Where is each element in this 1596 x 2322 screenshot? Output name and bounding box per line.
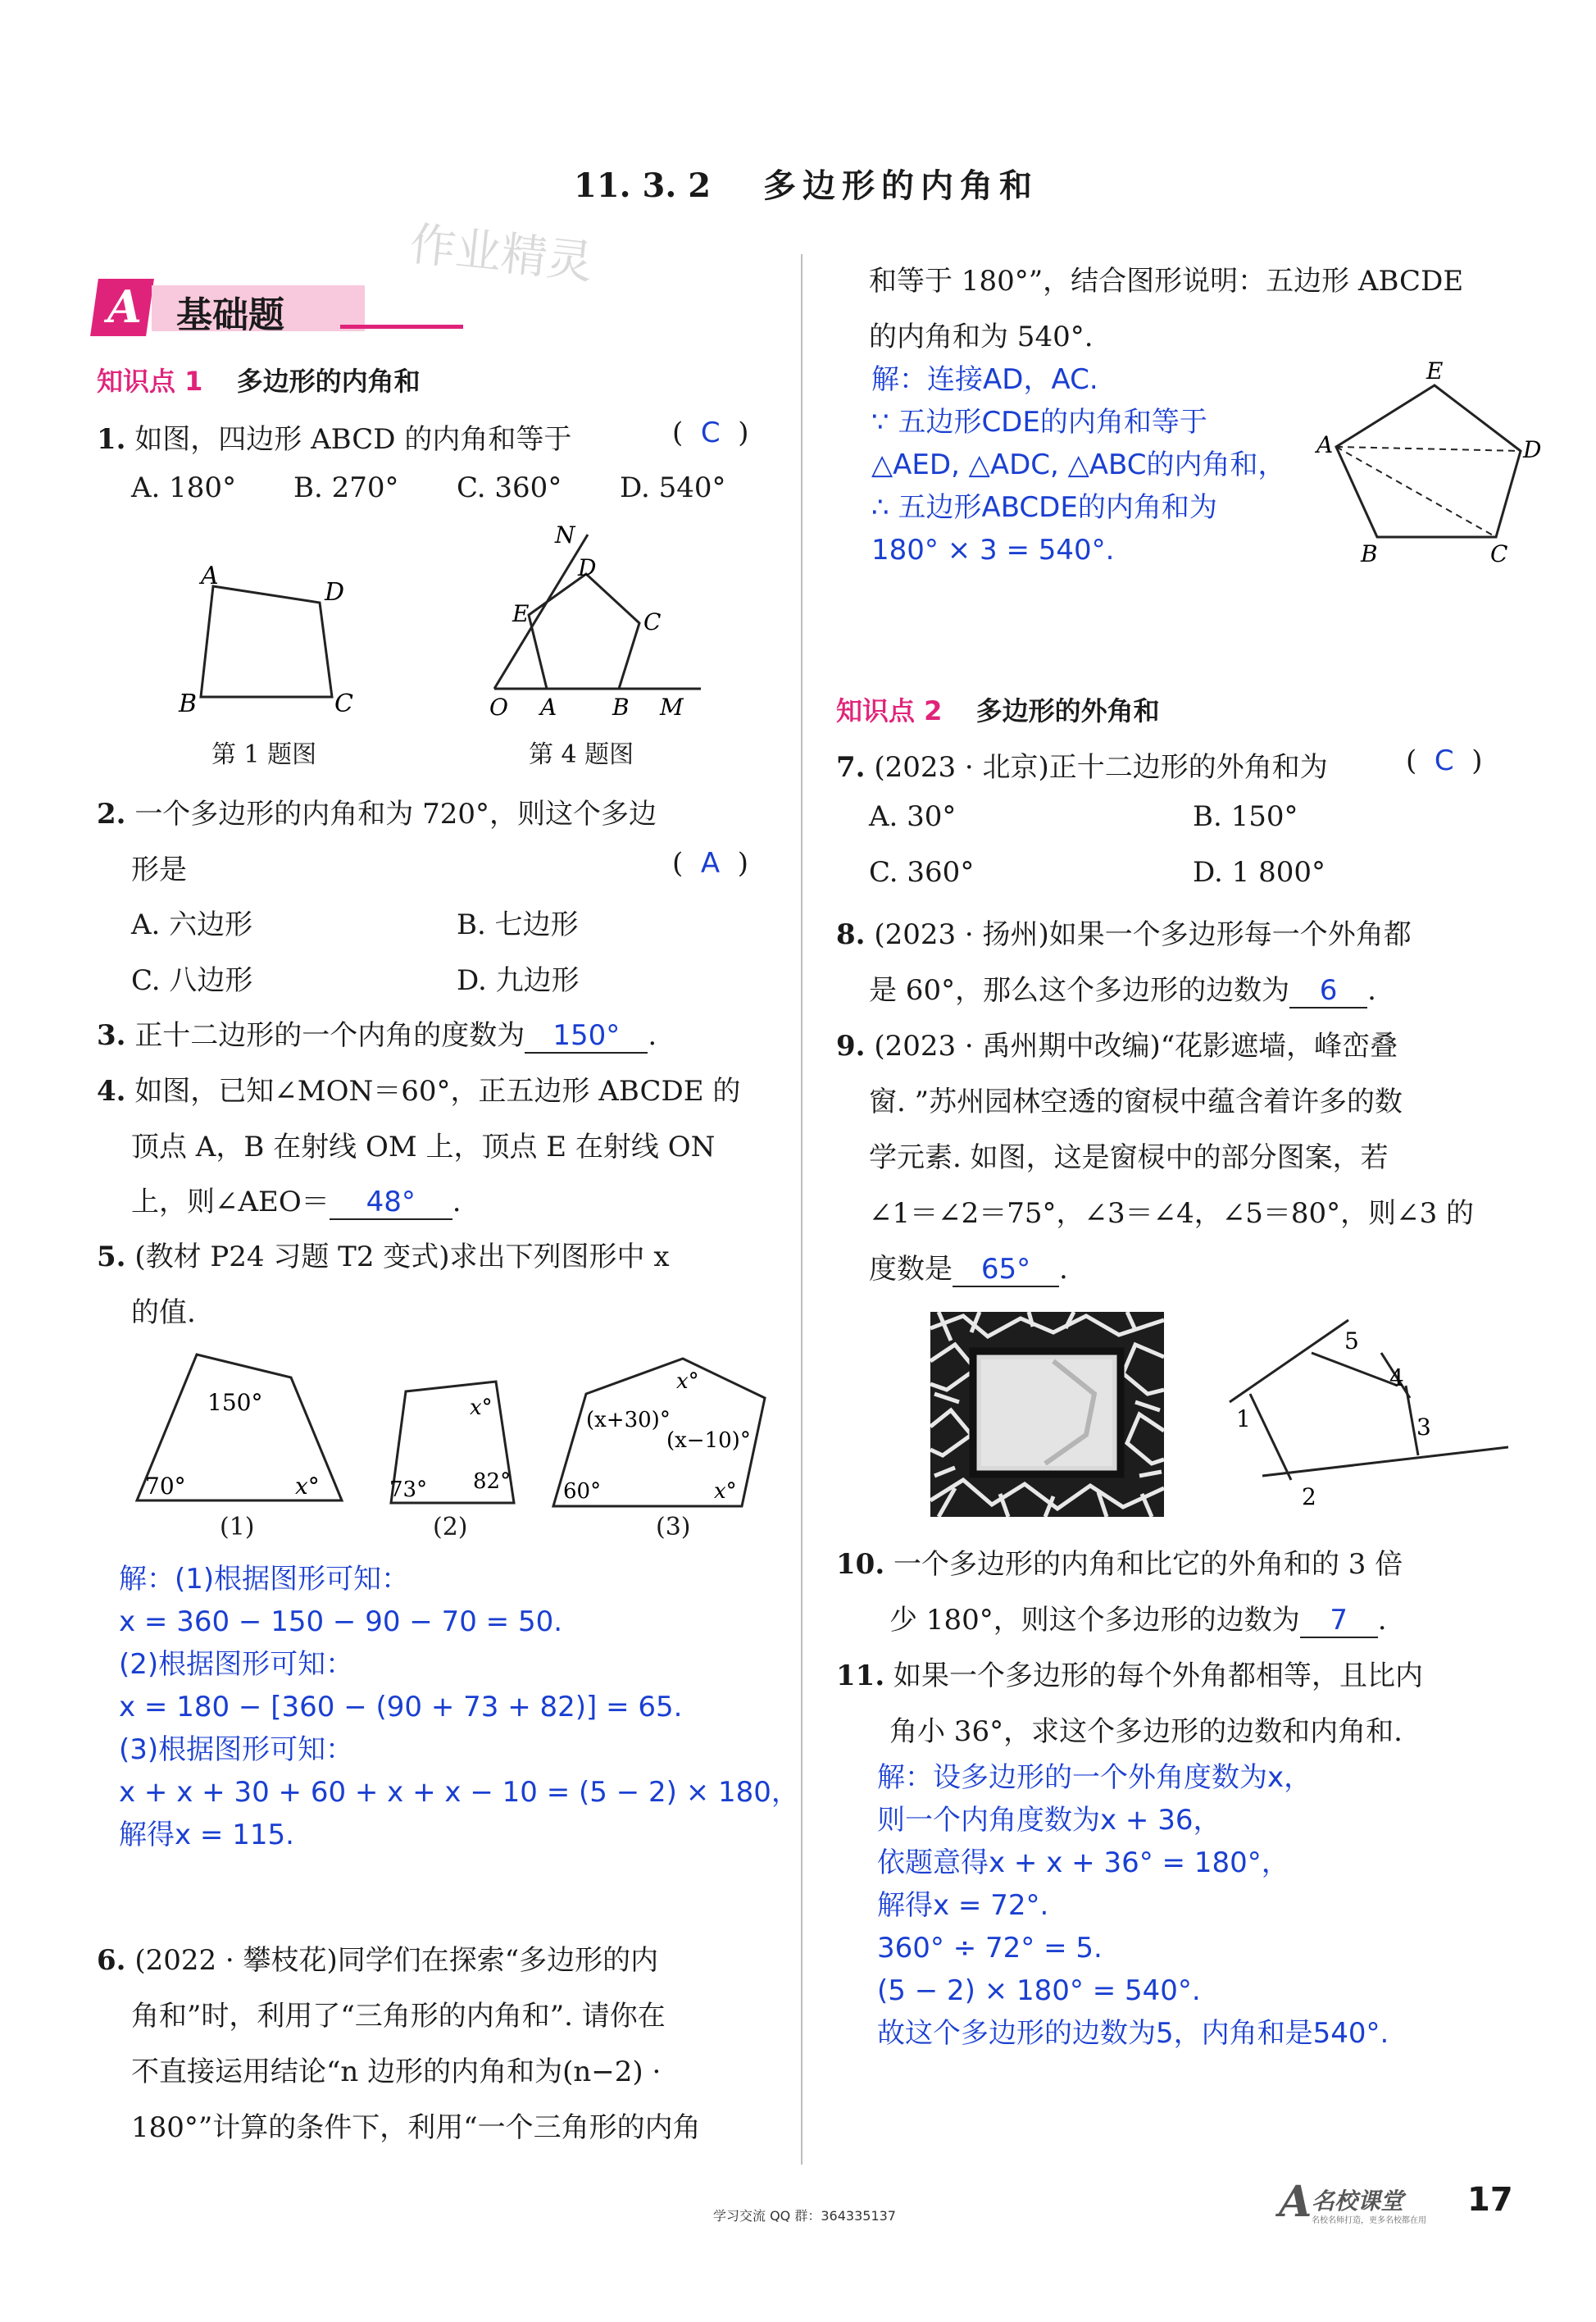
q5f1-label-x: x° — [295, 1473, 320, 1500]
q9fig-label-2: 2 — [1302, 1483, 1316, 1510]
question-6-line1 — [97, 1937, 658, 1978]
q5-solution-line: x + x + 30 + 60 + x + x − 10 = (5 − 2) × 180， — [119, 1776, 799, 1809]
footer-brand-logo — [1279, 2177, 1467, 2226]
q6-solution-line: ∴ 五边形ABCDE的内角和为 — [871, 491, 1217, 524]
q5-figure-1-caption: (1) — [220, 1513, 255, 1541]
fig1-label-b: B — [179, 690, 198, 718]
q6-line-1: (2022 · 攀枝花)同学们在探索“多边形的内 — [134, 1944, 659, 1977]
q11-solution-line: (5 − 2) × 180° = 540°. — [877, 1974, 1201, 2007]
q5f3-label-60: 60° — [563, 1479, 602, 1504]
q5-line-1: (教材 P24 习题 T2 变式)求出下列图形中 x — [134, 1241, 670, 1273]
q7-text: (2023 · 北京)正十二边形的外角和为 — [874, 751, 1328, 784]
q6-line-4: 180°”计算的条件下，利用“一个三角形的内角 — [131, 2111, 701, 2144]
q6fig-label-e: E — [1426, 361, 1444, 385]
q2-option-b: B. 七边形 — [457, 908, 579, 941]
q5f1-label-70: 70° — [145, 1473, 186, 1500]
q10-line-2-text: 少 180°，则这个多边形的边数为 — [889, 1604, 1300, 1637]
q10-number: 10. — [836, 1548, 885, 1581]
q6fig-label-d: D — [1523, 436, 1542, 463]
q9fig-label-4: 4 — [1389, 1364, 1404, 1391]
badge-label: 基础题 — [176, 294, 284, 336]
question-4-line1 — [97, 1068, 740, 1109]
fig1-label-c: C — [334, 690, 353, 718]
question-5-line1 — [97, 1234, 670, 1274]
q6-number: 6. — [97, 1944, 126, 1977]
q2-text-1: 一个多边形的内角和为 720°，则这个多边 — [134, 798, 657, 831]
q5f1-label-150: 150° — [207, 1389, 263, 1416]
q7-option-a: A. 30° — [869, 800, 957, 833]
q6-solution-line: 180° × 3 = 540°. — [871, 534, 1115, 567]
question-3: 3. 正十二边形的一个内角的度数为 150° . — [97, 1019, 657, 1052]
q7-option-b: B. 150° — [1193, 800, 1298, 833]
q9-line-5-text: 度数是 — [869, 1253, 953, 1286]
q11-solution-line: 解得x = 72°. — [877, 1889, 1049, 1922]
q11-solution-line: 360° ÷ 72° = 5. — [877, 1932, 1103, 1965]
footer-qq: 学习交流 QQ 群：364335137 — [713, 2208, 896, 2224]
q11-number: 11. — [836, 1660, 885, 1692]
level-badge — [94, 279, 373, 336]
fig4-label-e: E — [512, 600, 530, 627]
q5f3-label-x10: (x−10)° — [666, 1428, 751, 1453]
q5-figure-3 — [545, 1349, 775, 1513]
q2-option-c: C. 八边形 — [131, 964, 253, 997]
q8-line-2-text: 是 60°，那么这个多边形的边数为 — [869, 974, 1290, 1007]
q5f3-label-x30: (x+30)° — [586, 1408, 671, 1432]
q11-solution-line: 则一个内角度数为x + 36， — [877, 1804, 1221, 1837]
brand-name: 名校课堂 — [1312, 2188, 1404, 2215]
figure-4-caption: 第 4 题图 — [529, 740, 634, 769]
q4-line-3-text: 上，则∠AEO＝ — [131, 1186, 330, 1218]
figure-4-pentagon — [480, 525, 725, 726]
figure-1-quadrilateral — [164, 566, 377, 722]
q10-answer: 7 — [1300, 1604, 1378, 1638]
q2-option-a: A. 六边形 — [131, 908, 253, 941]
q1-number: 1. — [97, 423, 126, 456]
q9-line-1: (2023 · 禹州期中改编)“花影遮墙，峰峦叠 — [874, 1030, 1398, 1063]
q1-answer-paren: ( C ) — [672, 417, 749, 449]
q6-line-5: 和等于 180°”，结合图形说明：五边形 ABCDE — [869, 265, 1464, 298]
question-2-line1 — [97, 791, 657, 831]
kp2-label: 知识点 2 — [836, 695, 943, 726]
q1-option-b: B. 270° — [293, 471, 399, 504]
q6-line-6: 的内角和为 540°. — [869, 321, 1094, 353]
q6fig-label-c: C — [1490, 540, 1508, 566]
fig4-label-c: C — [643, 608, 662, 635]
q7-answer-paren: ( C ) — [1406, 744, 1483, 777]
q5-line-2: 的值. — [131, 1296, 196, 1329]
section-number: 11. 3. 2 — [574, 166, 712, 205]
q6-solution — [871, 358, 1286, 571]
fig4-label-o: O — [489, 694, 508, 721]
q2-answer-paren: ( A ) — [672, 847, 749, 880]
question-7 — [836, 744, 1328, 785]
q9-line-2: 窗. ”苏州园林空透的窗棂中蕴含着许多的数 — [869, 1086, 1403, 1118]
q5-figure-3-caption: (3) — [656, 1513, 691, 1541]
q5f2-label-82: 82° — [473, 1469, 512, 1494]
q5-figure-2 — [381, 1373, 529, 1513]
q5f2-label-73: 73° — [389, 1477, 428, 1502]
watermark: 作业精灵 — [407, 217, 596, 290]
q11-line-2: 角小 36°，求这个多边形的边数和内角和. — [889, 1715, 1403, 1748]
q4-line-2: 顶点 A，B 在射线 OM 上，顶点 E 在射线 ON — [131, 1131, 716, 1163]
knowledge-point-1 — [97, 361, 421, 398]
q9-line-3: 学元素. 如图，这是窗棂中的部分图案，若 — [869, 1141, 1389, 1174]
question-11-line1 — [836, 1653, 1423, 1693]
q6-line-2: 角和”时，利用了“三角形的内角和”. 请你在 — [131, 2000, 666, 2033]
q6-line-3: 不直接运用结论“n 边形的内角和为(n−2) · — [131, 2056, 662, 2088]
q5-figure-1 — [127, 1345, 357, 1509]
q7-option-c: C. 360° — [869, 856, 975, 889]
q7-answer: C — [1434, 744, 1454, 777]
window-lattice-photo — [930, 1312, 1164, 1517]
q2-text-2: 形是 — [131, 854, 187, 886]
q9-answer: 65° — [953, 1253, 1059, 1287]
q6fig-label-b: B — [1361, 540, 1378, 566]
q9-line-5: 度数是 65° . — [869, 1253, 1068, 1286]
q1-answer: C — [700, 417, 721, 449]
q7-number: 7. — [836, 751, 866, 784]
kp2-title: 多边形的外角和 — [975, 695, 1160, 726]
q5-solution — [119, 1558, 799, 1856]
q4-line-1: 如图，已知∠MON＝60°，正五边形 ABCDE 的 — [134, 1075, 741, 1108]
q3-number: 3. — [97, 1019, 126, 1052]
question-1 — [97, 417, 571, 457]
q4-answer: 48° — [330, 1186, 452, 1220]
q2-number: 2. — [97, 798, 126, 831]
section-header — [574, 160, 1039, 207]
q5-solution-line: 解：(1)根据图形可知： — [119, 1563, 410, 1596]
q9fig-label-3: 3 — [1416, 1414, 1431, 1441]
fig4-label-a: A — [540, 694, 557, 721]
question-8-line1 — [836, 912, 1412, 952]
knowledge-point-2 — [836, 690, 1160, 728]
q9fig-label-5: 5 — [1344, 1327, 1359, 1354]
fig4-label-b: B — [612, 694, 630, 721]
q8-answer: 6 — [1289, 974, 1367, 1008]
q5-figure-2-caption: (2) — [433, 1513, 468, 1541]
q4-number: 4. — [97, 1075, 126, 1108]
q2-answer: A — [700, 847, 721, 880]
q6fig-label-a: A — [1316, 431, 1334, 458]
q10-line-2: 少 180°，则这个多边形的边数为 7 . — [889, 1604, 1387, 1637]
badge-underline — [340, 325, 463, 329]
brand-a-glyph: A — [1279, 2177, 1312, 2227]
q2-option-d: D. 九边形 — [457, 964, 580, 997]
q7-option-d: D. 1 800° — [1193, 856, 1325, 889]
q1-option-c: C. 360° — [457, 471, 562, 504]
fig4-label-m: M — [660, 694, 684, 721]
q8-number: 8. — [836, 918, 866, 951]
q5-solution-line: x = 180 − [360 − (90 + 73 + 82)] = 65. — [119, 1691, 683, 1723]
q9-line-4: ∠1＝∠2＝75°，∠3＝∠4，∠5＝80°，则∠3 的 — [869, 1197, 1475, 1230]
fig4-label-n: N — [555, 525, 575, 549]
figure-1-caption: 第 1 题图 — [211, 740, 317, 769]
section-title: 多边形的内角和 — [762, 167, 1039, 205]
kp1-label: 知识点 1 — [97, 366, 203, 397]
q5-solution-line: (2)根据图形可知： — [119, 1648, 354, 1681]
q5-number: 5. — [97, 1241, 126, 1273]
q10-line-1: 一个多边形的内角和比它的外角和的 3 倍 — [893, 1548, 1403, 1581]
kp1-title: 多边形的内角和 — [236, 366, 421, 397]
q5f3-label-x-br: x° — [714, 1479, 737, 1504]
q3-text: 正十二边形的一个内角的度数为 — [134, 1019, 525, 1052]
page-number: 17 — [1467, 2181, 1513, 2219]
q5-solution-line: (3)根据图形可知： — [119, 1733, 354, 1766]
lattice-pattern — [930, 1312, 1164, 1517]
q11-solution-line: 解：设多边形的一个外角度数为x， — [877, 1761, 1312, 1794]
q5f3-label-x-top: x° — [676, 1369, 699, 1394]
question-9-line1 — [836, 1023, 1398, 1063]
q6-pentagon-figure — [1312, 361, 1545, 566]
fig1-label-a: A — [201, 566, 219, 590]
fig1-label-d: D — [325, 578, 345, 607]
q11-solution — [877, 1756, 1389, 2055]
column-divider — [801, 254, 803, 2165]
q1-text: 如图，四边形 ABCD 的内角和等于 — [134, 423, 572, 456]
q9fig-label-1: 1 — [1236, 1405, 1251, 1432]
brand-subtitle: 名校名师打造，更多名校都在用 — [1312, 2216, 1426, 2225]
q6-solution-line: 解：连接AD，AC. — [871, 363, 1098, 396]
q8-line-2: 是 60°，那么这个多边形的边数为 6 . — [869, 974, 1376, 1007]
q5f2-label-x: x° — [470, 1395, 493, 1420]
q1-option-a: A. 180° — [131, 471, 237, 504]
q5-solution-line: x = 360 − 150 − 90 − 70 = 50. — [119, 1605, 563, 1638]
q4-line-3: 上，则∠AEO＝ 48° . — [131, 1186, 462, 1218]
q9-number: 9. — [836, 1030, 866, 1063]
q9-angle-figure — [1213, 1304, 1508, 1517]
q6-solution-line: △AED, △ADC, △ABC的内角和， — [871, 448, 1286, 481]
q11-solution-line: 依题意得x + x + 36° = 180°， — [877, 1846, 1289, 1879]
question-10-line1 — [836, 1541, 1403, 1582]
q3-answer: 150° — [525, 1019, 648, 1054]
q1-option-d: D. 540° — [620, 471, 726, 504]
q8-line-1: (2023 · 扬州)如果一个多边形每一个外角都 — [874, 918, 1412, 951]
q6-solution-line: ∵ 五边形CDE的内角和等于 — [871, 406, 1207, 439]
q11-line-1: 如果一个多边形的每个外角都相等，且比内 — [893, 1660, 1423, 1692]
q11-solution-line: 故这个多边形的边数为5，内角和是540°. — [877, 2017, 1389, 2050]
q5-solution-line: 解得x = 115. — [119, 1819, 294, 1851]
fig4-label-d: D — [578, 554, 597, 581]
badge-letter: A — [107, 280, 142, 333]
